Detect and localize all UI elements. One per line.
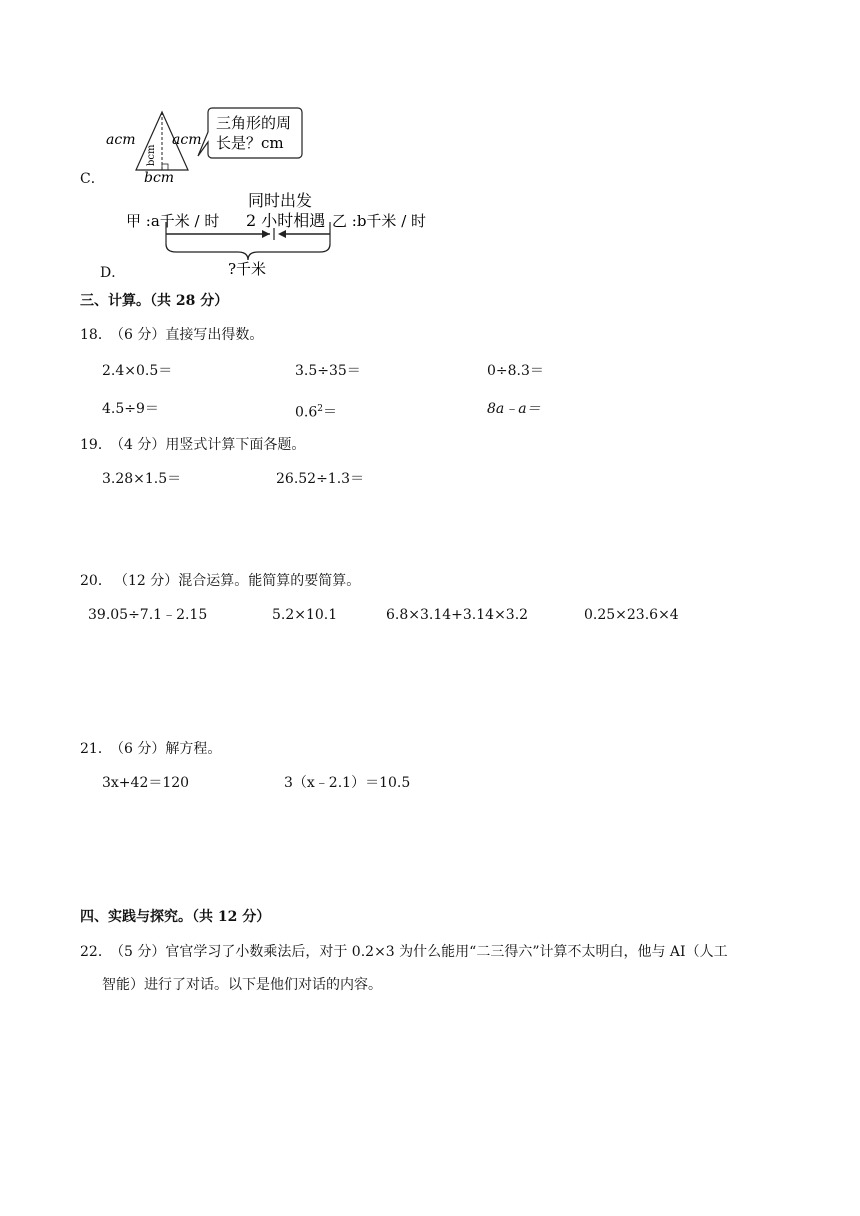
q21-number: 21． [80,741,112,757]
brace [166,244,330,260]
q20-item-4: 0.25×23.6×4 [584,607,679,623]
q21-item-1: 3x+42＝120 [102,775,190,791]
q18-prompt: （6 分）直接写出得数。 [110,327,264,343]
diagram-right-label: 乙 :b千米 / 时 [332,212,427,230]
q20-item-1: 39.05÷7.1﹣2.15 [88,607,208,623]
q19-number: 19． [80,437,112,453]
q19-prompt: （4 分）用竖式计算下面各题。 [110,437,306,453]
q18-item-4: 4.5÷9＝ [102,401,159,417]
diagram-top-line-1: 同时出发 [248,191,313,210]
q22-line-1: （5 分）官官学习了小数乘法后，对于 0.2×3 为什么能用“二三得六”计算不太明白，他与 AI（人工 [110,944,728,960]
q18-item-5-base: 0.6 [295,404,318,421]
diagram-bottom-label: ?千米 [228,260,267,278]
q21-prompt: （6 分）解方程。 [110,741,222,757]
triangle-figure [104,106,304,186]
diagram-left-label: 甲 :a千米 / 时 [126,212,220,230]
q18-item-5 [295,400,337,422]
q18-item-5-equals: ＝ [323,404,337,421]
q22-line-2: 智能）进行了对话。以下是他们对话的内容。 [102,977,382,993]
triangle-height: bcm [146,144,157,166]
q21-item-2: 3（x﹣2.1）＝10.5 [284,775,411,791]
q20-prompt: （12 分）混合运算。能简算的要简算。 [114,573,361,589]
q18-number: 18． [80,327,112,343]
bubble-line-1: 三角形的周 [216,114,292,132]
section-4-title: 四、实践与探究。（共 12 分） [80,909,271,925]
section-3-title: 三、计算。（共 28 分） [80,293,229,309]
meeting-diagram [120,186,430,278]
option-d-label: D． [100,265,126,281]
q18-item-6: 8a﹣a＝ [487,401,541,417]
diagram-top-line-2: 2 小时相遇 [246,211,326,230]
q19-item-2: 26.52÷1.3＝ [276,471,365,487]
q20-item-2: 5.2×10.1 [272,607,338,623]
q20-number: 20． [80,573,112,589]
q20-item-3: 6.8×3.14+3.14×3.2 [386,607,529,623]
q19-item-1: 3.28×1.5＝ [102,471,182,487]
q22-number: 22． [80,944,112,960]
triangle-side-left: acm [106,132,136,148]
bubble-line-2: 长是？cm [216,134,284,152]
option-c-label: C． [80,171,105,187]
q18-item-5-exponent: 2 [317,404,323,414]
triangle-base: bcm [144,170,175,186]
triangle-side-right: acm [172,132,202,148]
q18-item-2: 3.5÷35＝ [295,363,361,379]
q18-item-3: 0÷8.3＝ [487,363,544,379]
q18-item-1: 2.4×0.5＝ [102,363,173,379]
